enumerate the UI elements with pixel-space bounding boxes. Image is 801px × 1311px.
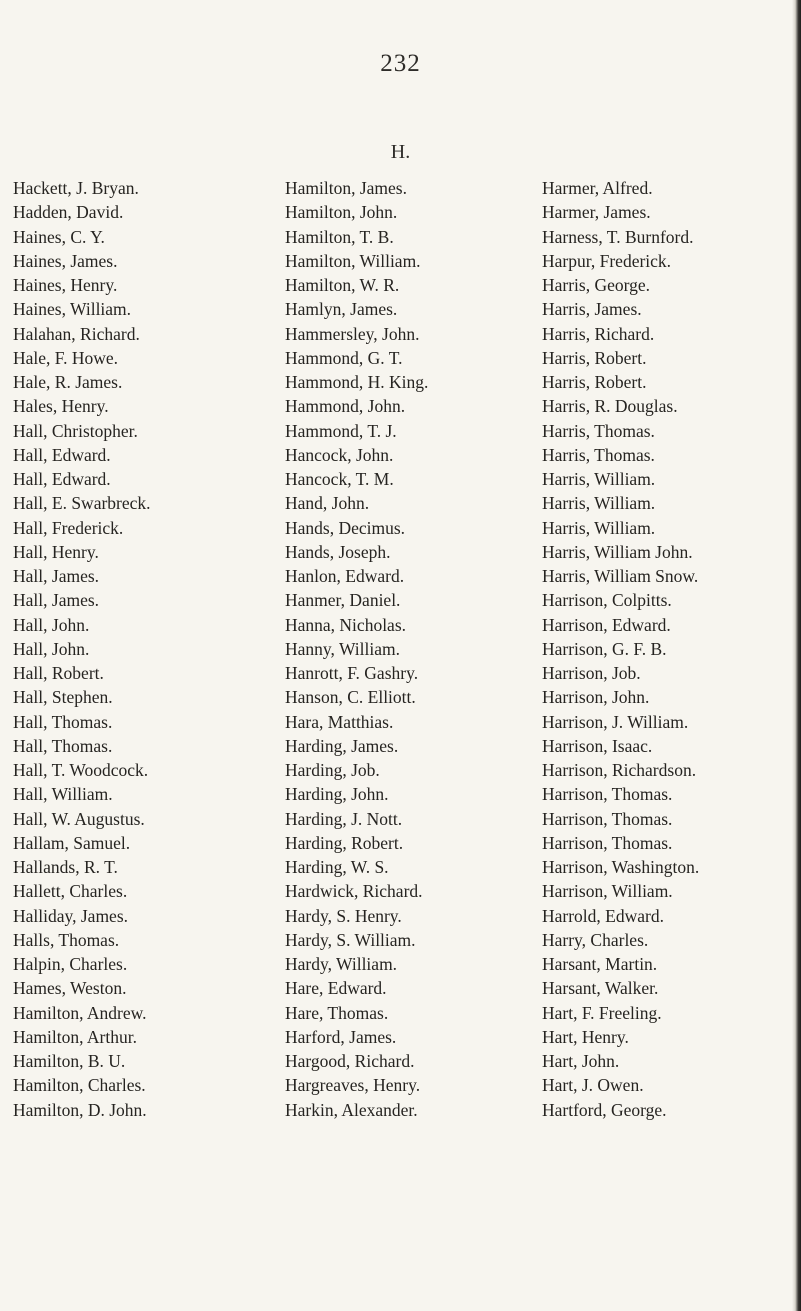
name-entry: Hamilton, B. U. — [13, 1051, 126, 1071]
name-entry: Hardwick, Richard. — [285, 881, 423, 902]
page-number: 232 — [380, 50, 421, 77]
name-entry: Haines, William. — [13, 299, 132, 320]
name-entry: Harness, T. Burnford. — [542, 226, 694, 247]
name-entry: Hart, J. Owen. — [542, 1075, 644, 1096]
name-entry: Hancock, T. M. — [285, 469, 394, 489]
name-entry: Harris, William. — [542, 517, 656, 538]
name-entry: Hamilton, James. — [285, 178, 407, 198]
name-entry: Harrison, Colpitts. — [542, 590, 672, 611]
name-entry: Haines, James. — [13, 250, 118, 271]
name-entry: Halls, Thomas. — [13, 929, 120, 950]
name-entry: Hall, W. Augustus. — [13, 808, 145, 829]
name-entry: Haines, Henry. — [13, 275, 118, 295]
name-entry: Harsant, Martin. — [542, 954, 658, 974]
name-entry: Hamilton, Arthur. — [13, 1026, 137, 1047]
name-entry: Harkin, Alexander. — [285, 1099, 418, 1120]
names-column-2 — [285, 176, 428, 1122]
name-entry: Hall, Christopher. — [13, 420, 138, 441]
name-entry: Hart, Henry. — [542, 1026, 629, 1047]
name-entry: Hamlyn, James. — [285, 299, 398, 320]
name-entry: Hamilton, Charles. — [13, 1075, 146, 1096]
name-entry: Hammond, John. — [285, 396, 406, 417]
name-entry: Hand, John. — [285, 493, 370, 514]
name-entry: Hanmer, Daniel. — [285, 590, 401, 611]
name-entry: Hammond, T. J. — [285, 420, 397, 441]
name-entry: Hartford, George. — [542, 1099, 667, 1120]
name-entry: Harris, George. — [542, 275, 651, 295]
name-entry: Harmer, James. — [542, 202, 651, 223]
name-entry: Hale, R. James. — [13, 372, 123, 392]
name-entry: Harris, William. — [542, 493, 656, 514]
name-entry: Hall, James. — [13, 590, 100, 611]
name-entry: Harding, W. S. — [285, 857, 389, 877]
name-entry: Hare, Thomas. — [285, 1002, 389, 1023]
name-entry: Hands, Joseph. — [285, 541, 391, 562]
name-entry: Hamilton, D. John. — [13, 1099, 147, 1120]
name-entry: Hales, Henry. — [13, 396, 109, 417]
name-entry: Harris, Richard. — [542, 323, 655, 344]
name-entry: Hale, F. Howe. — [13, 347, 119, 368]
name-entry: Harris, Thomas. — [542, 420, 655, 441]
name-entry: Harmer, Alfred. — [542, 178, 653, 198]
name-entry: Hall, Thomas. — [13, 711, 113, 732]
name-entry: Hanson, C. Elliott. — [285, 687, 416, 708]
name-entry: Hall, T. Woodcock. — [13, 760, 149, 780]
name-entry: Harrison, Isaac. — [542, 735, 653, 756]
names-column-1 — [13, 176, 151, 1122]
name-entry: Hall, John. — [13, 638, 90, 659]
name-entry: Hart, John. — [542, 1051, 620, 1071]
name-entry: Hall, Henry. — [13, 541, 99, 562]
name-entry: Hall, Robert. — [13, 663, 104, 683]
name-entry: Hamilton, John. — [285, 202, 398, 223]
name-entry: Harris, William John. — [542, 541, 693, 562]
name-entry: Harris, William Snow. — [542, 566, 699, 586]
name-entry: Harrison, Edward. — [542, 614, 671, 635]
name-entry: Hammond, G. T. — [285, 347, 403, 368]
name-entry: Hargood, Richard. — [285, 1051, 415, 1071]
name-entry: Harrison, William. — [542, 881, 673, 902]
name-entry: Harding, Robert. — [285, 832, 404, 853]
name-entry: Hadden, David. — [13, 202, 124, 223]
name-entry: Hara, Matthias. — [285, 711, 394, 732]
name-entry: Harris, R. Douglas. — [542, 396, 678, 417]
name-entry: Harris, James. — [542, 299, 642, 320]
name-entry: Hargreaves, Henry. — [285, 1075, 421, 1096]
page-edge-shadow — [792, 0, 801, 1311]
name-entry: Hallam, Samuel. — [13, 832, 131, 853]
name-entry: Harding, James. — [285, 735, 399, 756]
name-entry: Harris, William. — [542, 469, 656, 489]
name-entry: Hall, James. — [13, 566, 100, 586]
name-entry: Hanna, Nicholas. — [285, 614, 407, 635]
name-entry: Hall, Edward. — [13, 469, 111, 489]
name-entry: Harrison, Job. — [542, 663, 641, 683]
name-entry: Hames, Weston. — [13, 978, 127, 999]
name-entry: Harrison, Thomas. — [542, 832, 673, 853]
name-entry: Hackett, J. Bryan. — [13, 178, 139, 198]
name-entry: Hall, Frederick. — [13, 517, 124, 538]
name-entry: Harrison, G. F. B. — [542, 638, 667, 659]
name-entry: Harrison, John. — [542, 687, 650, 708]
name-entry: Hardy, S. Henry. — [285, 905, 402, 926]
name-entry: Haines, C. Y. — [13, 226, 105, 247]
name-entry: Harrison, Thomas. — [542, 808, 673, 829]
section-heading: H. — [390, 141, 411, 163]
name-entry: Harding, John. — [285, 784, 389, 805]
name-entry: Harsant, Walker. — [542, 978, 659, 999]
name-entry: Halpin, Charles. — [13, 954, 128, 974]
names-column-3 — [542, 176, 699, 1122]
name-entry: Hanrott, F. Gashry. — [285, 663, 419, 683]
name-entry: Hammersley, John. — [285, 323, 420, 344]
name-entry: Hallands, R. T. — [13, 857, 118, 877]
name-entry: Hamilton, W. R. — [285, 275, 400, 295]
name-entry: Harford, James. — [285, 1026, 397, 1047]
name-entry: Harris, Thomas. — [542, 444, 655, 465]
name-entry: Harding, Job. — [285, 760, 380, 780]
name-entry: Hardy, William. — [285, 954, 398, 974]
name-entry: Hallett, Charles. — [13, 881, 128, 902]
name-entry: Hart, F. Freeling. — [542, 1002, 662, 1023]
name-entry: Hancock, John. — [285, 444, 394, 465]
name-entry: Harrison, Thomas. — [542, 784, 673, 805]
name-entry: Harpur, Frederick. — [542, 250, 672, 271]
name-entry: Hammond, H. King. — [285, 372, 429, 392]
name-entry: Hamilton, William. — [285, 250, 421, 271]
name-entry: Hall, E. Swarbreck. — [13, 493, 151, 514]
name-entry: Hall, Stephen. — [13, 687, 113, 708]
name-entry: Harris, Robert. — [542, 347, 647, 368]
name-entry: Harrison, Washington. — [542, 857, 700, 877]
name-entry: Hall, Edward. — [13, 444, 111, 465]
name-entry: Hamilton, Andrew. — [13, 1002, 147, 1023]
name-entry: Harding, J. Nott. — [285, 808, 403, 829]
name-entry: Harrison, J. William. — [542, 711, 689, 732]
name-entry: Harrold, Edward. — [542, 905, 664, 926]
name-entry: Harry, Charles. — [542, 929, 649, 950]
name-entry: Hardy, S. William. — [285, 929, 416, 950]
name-entry: Hanlon, Edward. — [285, 566, 405, 586]
name-entry: Harrison, Richardson. — [542, 760, 697, 780]
name-entry: Halahan, Richard. — [13, 323, 140, 344]
name-entry: Hall, William. — [13, 784, 113, 805]
name-entry: Hands, Decimus. — [285, 517, 406, 538]
name-entry: Hare, Edward. — [285, 978, 387, 999]
name-entry: Harris, Robert. — [542, 372, 647, 392]
name-entry: Halliday, James. — [13, 905, 129, 926]
name-entry: Hanny, William. — [285, 638, 400, 659]
name-entry: Hall, Thomas. — [13, 735, 113, 756]
name-entry: Hamilton, T. B. — [285, 226, 394, 247]
name-entry: Hall, John. — [13, 614, 90, 635]
